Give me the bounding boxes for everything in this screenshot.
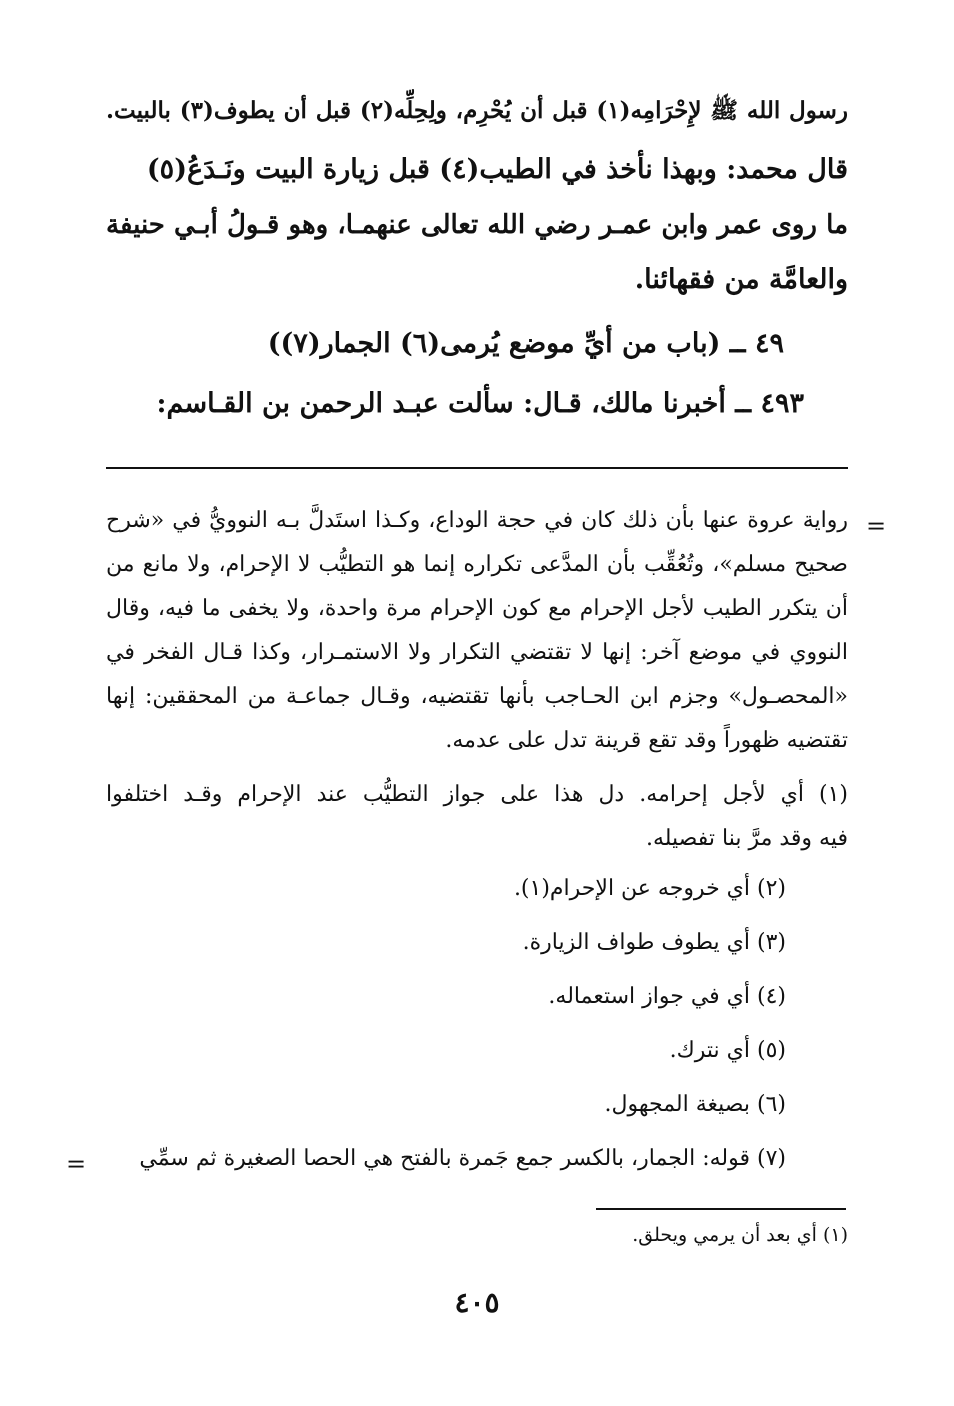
- footnote-continuation-line-2: صحيح مسلم»، وتُعُقِّب بأن المدَّعى تكراره إنما هو التطيُّب لا الإحرام، ولا مانع من: [106, 552, 848, 577]
- footnote-5: (٥) أي نترك.: [669, 1038, 786, 1063]
- footnote-2: (٢) أي خروجه عن الإحرام(١).: [513, 876, 786, 901]
- main-text-line-1: رسول الله ﷺ لإِحْرَامِه(١) قبل أن يُحْرِم، ولِحِلِّه(٢) قبل أن يطوف(٣) بالبيت.: [106, 97, 849, 124]
- footnote-continuation-line-3: أن يتكرر الطيب لأجل الإحرام مع كون الإحرام مرة واحدة، ولا يخفى ما فيه، وقال: [106, 596, 848, 621]
- footnote-7: (٧) قوله: الجمار، بالكسر جمع جَمرة بالفتح هي الحصا الصغيرة ثم سمِّي: [139, 1146, 786, 1171]
- footnote-4: (٤) أي في جواز استعماله.: [548, 984, 786, 1009]
- main-text-line-4: والعامَّة من فقهائنا.: [634, 264, 848, 295]
- footnote-6: (٦) بصيغة المجهول.: [604, 1092, 786, 1117]
- hadith-line: ٤٩٣ ــ أخبرنا مالك، قـال: سألت عبـد الرحمن بن القـاسم:: [156, 388, 804, 419]
- page-number: ٤٠٥: [454, 1286, 500, 1319]
- continuation-mark-start: =: [866, 512, 887, 540]
- footnote-1-line-2: فيه وقد مرَّ بنا تفصيله.: [645, 826, 848, 851]
- footnote-continuation-line-4: النووي في موضع آخر: إنها لا تقتضي التكرار ولا الاستمـرار، وكذا قـال الفخر في: [106, 640, 848, 665]
- continuation-mark-end: =: [66, 1150, 87, 1178]
- subfootnote-separator: [596, 1208, 846, 1210]
- footnote-separator: [106, 467, 848, 469]
- main-text-line-3: ما روى عمر وابن عمـر رضي الله تعالى عنهمـا، وهو قـولُ أبـي حنيفة: [106, 210, 848, 240]
- footnote-continuation-line-6: تقتضيه ظهوراً وقد تقع قرينة تدل على عدمه.: [445, 728, 848, 753]
- footnote-3: (٣) أي يطوف طواف الزيارة.: [522, 930, 786, 955]
- main-text-line-2: قال محمد: وبهذا نأخذ في الطيب(٤) قبل زيارة البيت ونَـدَعُ(٥): [146, 154, 848, 185]
- subfootnote-1: (١) أي بعد أن يرمي ويحلق.: [632, 1224, 848, 1246]
- footnote-continuation-line-1: رواية عروة عنها بأن ذلك كان في حجة الوداع، وكـذا استَدلَّ بـه النوويُّ في «شرح: [106, 508, 848, 533]
- chapter-heading: ٤٩ ــ (باب من أيِّ موضع يُرمى(٦) الجمار(٧)): [267, 328, 784, 359]
- footnote-continuation-line-5: «المحصـول» وجزم ابن الحـاجب بأنها تقتضيه، وقـال جماعـة من المحققين: إنها: [106, 684, 848, 709]
- footnote-1-line-1: (١) أي لأجل إحرامه. دل هذا على جواز التطيُّب عند الإحرام وقـد اختلفوا: [106, 782, 848, 807]
